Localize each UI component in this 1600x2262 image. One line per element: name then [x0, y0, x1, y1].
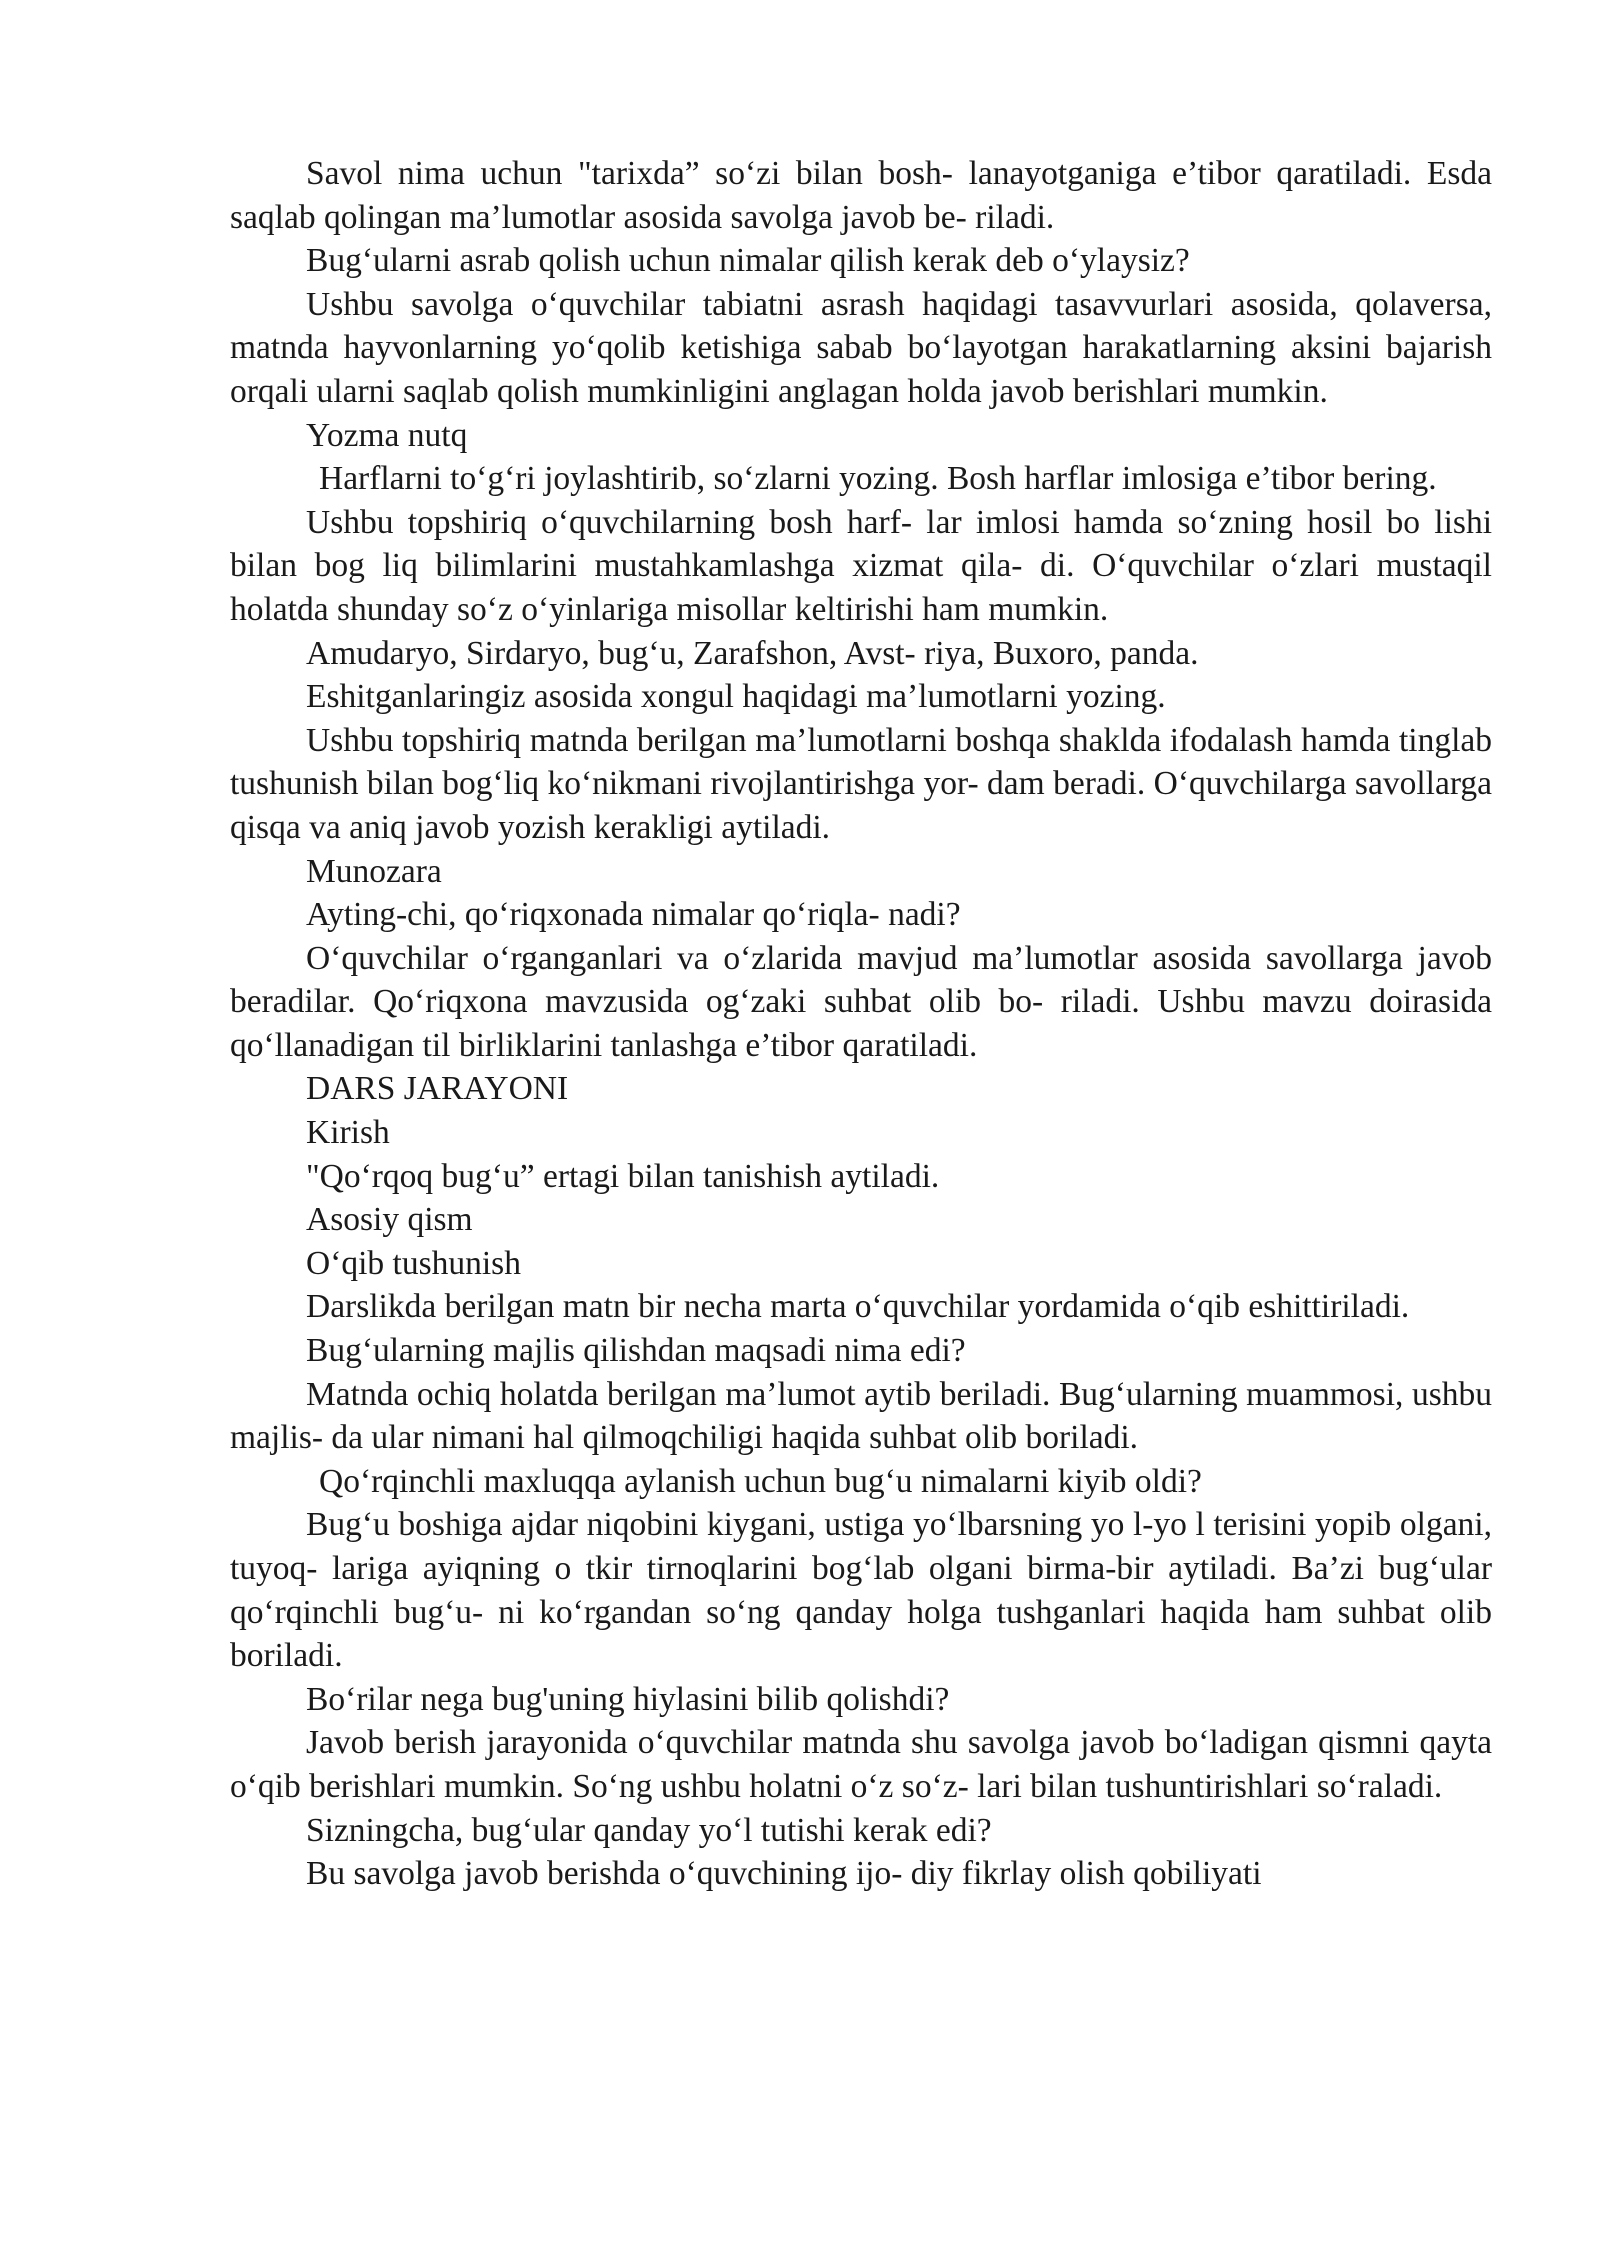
question-paragraph: Bug‘ularning majlis qilishdan maqsadi nima edi? — [306, 1332, 966, 1370]
task-paragraph: Harflarni to‘g‘ri joylashtirib, so‘zlarni yozing. Bosh harflar imlosiga e’tibor bering. — [319, 460, 1437, 498]
paragraph: Ushbu topshiriq matnda berilgan ma’lumotlarni boshqa shaklda ifodalash hamda tinglab tushunish bilan bog‘liq ko‘nikmani rivojlantirishga yor- dam beradi. O‘quvchilarga savollarga qisqa va aniq javob yozish kerakligi aytiladi. — [230, 721, 1492, 846]
paragraph: "Qo‘rqoq bug‘u” ertagi bilan tanishish aytiladi. — [306, 1157, 940, 1195]
paragraph: Ushbu topshiriq o‘quvchilarning bosh harf- lar imlosi hamda so‘zning hosil bo lishi bilan bog liq bilimlarini mustahkamlashga xizmat qila- di. O‘quvchilar o‘zlari mustaqil holatda shunday so‘z o‘yinlariga misollar keltirishi ham mumkin. — [230, 503, 1492, 628]
paragraph: Matnda ochiq holatda berilgan ma’lumot aytib beriladi. Bug‘ularning muammosi, ushbu majlis- da ular nimani hal qilmoqchiligi haqida suhbat olib boriladi. — [230, 1375, 1492, 1457]
section-heading: Munozara — [306, 852, 442, 890]
task-paragraph: Eshitganlaringiz asosida xongul haqidagi ma’lumotlarni yozing. — [306, 678, 1166, 716]
word-list: Amudaryo, Sirdaryo, bug‘u, Zarafshon, Avst- riya, Buxoro, panda. — [306, 634, 1199, 672]
paragraph: Darslikda berilgan matn bir necha marta o‘quvchilar yordamida o‘qib eshittiriladi. — [306, 1288, 1410, 1326]
paragraph: Savol nima uchun "tarixda” so‘zi bilan bosh- lanayotganiga e’tibor qaratiladi. Esda saqlab qolingan ma’lumotlar asosida savolga javob be- riladi. — [230, 155, 1492, 236]
paragraph: Ushbu savolga o‘quvchilar tabiatni asrash haqidagi tasavvurlari asosida, qolaversa, matnda hayvonlarning yo‘qolib ketishiga sabab bo‘layotgan harakatlarning aksini bajarish orqali ularni saqlab qolish mumkinligini anglagan holda javob berishlari mumkin. — [230, 285, 1492, 410]
paragraph: Bu savolga javob berishda o‘quvchining ijo- diy fikrlay olish qobiliyati — [306, 1855, 1262, 1893]
section-heading: Kirish — [306, 1114, 390, 1152]
section-heading: DARS JARAYONI — [306, 1070, 569, 1108]
question-paragraph: Bo‘rilar nega bug'uning hiylasini bilib qolishdi? — [306, 1680, 950, 1718]
section-heading: O‘qib tushunish — [306, 1244, 521, 1282]
section-heading: Yozma nutq — [306, 416, 468, 454]
question-paragraph: Bug‘ularni asrab qolish uchun nimalar qilish kerak deb o‘ylaysiz? — [306, 242, 1190, 280]
section-heading: Asosiy qism — [306, 1201, 473, 1239]
paragraph: O‘quvchilar o‘rganganlari va o‘zlarida mavjud ma’lumotlar asosida savollarga javob beradilar. Qo‘riqxona mavzusida og‘zaki suhbat olib bo- riladi. Ushbu mavzu doirasida qo‘llanadigan til birliklarini tanlashga e’tibor qaratiladi. — [230, 939, 1492, 1064]
document-page — [230, 152, 1492, 1896]
question-paragraph: Sizningcha, bug‘ular qanday yo‘l tutishi kerak edi? — [306, 1811, 992, 1849]
paragraph: Bug‘u boshiga ajdar niqobini kiygani, ustiga yo‘lbarsning yo l-yo l terisini yopib olgani, tuyoq- lariga ayiqning o tkir tirnoqlarini bog‘lab olgani birma-bir aytiladi. Ba’zi bug‘ular qo‘rqinchli bug‘u- ni ko‘rgandan so‘ng qanday holga tushganlari haqida ham suhbat olib boriladi. — [230, 1506, 1492, 1675]
question-paragraph: Qo‘rqinchli maxluqqa aylanish uchun bug‘u nimalarni kiyib oldi? — [319, 1462, 1202, 1500]
paragraph: Javob berish jarayonida o‘quvchilar matnda shu savolga javob bo‘ladigan qismni qayta o‘qib berishlari mumkin. So‘ng ushbu holatni o‘z so‘z- lari bilan tushuntirishlari so‘raladi. — [230, 1724, 1492, 1805]
question-paragraph: Ayting-chi, qo‘riqxonada nimalar qo‘riqla- nadi? — [306, 896, 961, 934]
